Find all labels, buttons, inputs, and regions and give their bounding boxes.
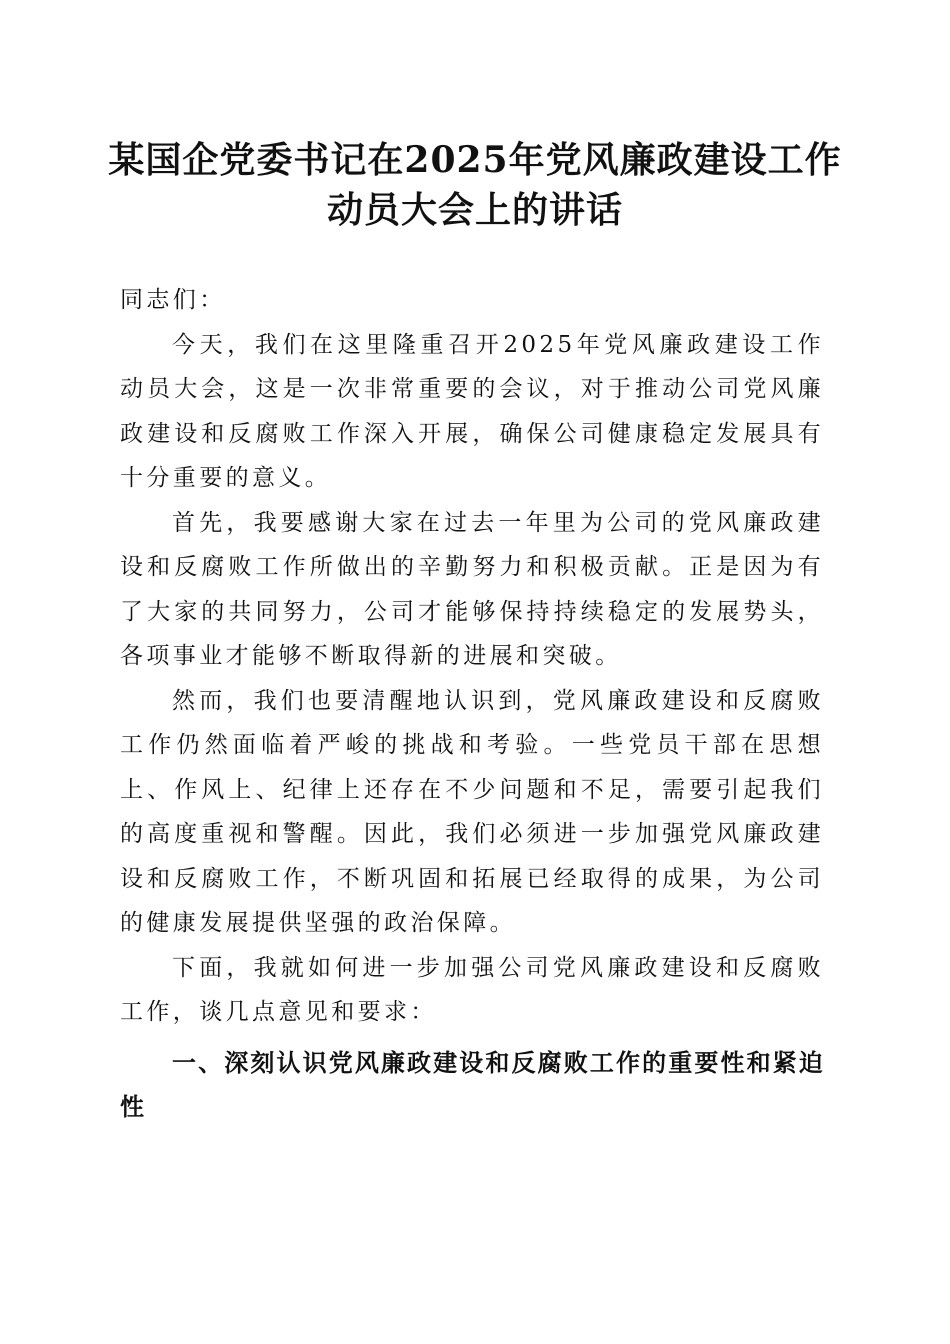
paragraph-opening: 今天，我们在这里隆重召开2025年党风廉政建设工作动员大会，这是一次非常重要的会议，对于推动公司党风廉政建设和反腐败工作深入开展，确保公司健康稳定发展具有十分重要的意义。 xyxy=(120,331,824,491)
document-title-line-2: 动员大会上的讲话 xyxy=(326,189,623,231)
paragraph-challenges: 然而，我们也要清醒地认识到，党风廉政建设和反腐败工作仍然面临着严峻的挑战和考验。一些党员干部在思想上、作风上、纪律上还存在不少问题和不足，需要引起我们的高度重视和警醒。因此，我们必须进一步加强党风廉政建设和反腐败工作，不断巩固和拓展已经取得的成果，为公司的健康发展提供坚强的政治保障。 xyxy=(120,687,824,936)
salutation: 同志们： xyxy=(120,287,226,313)
document-body xyxy=(120,278,824,1129)
paragraph-transition: 下面，我就如何进一步加强公司党风廉政建设和反腐败工作，谈几点意见和要求： xyxy=(120,954,824,1025)
document-title-line-1: 某国企党委书记在2025年党风廉政建设工作 xyxy=(108,139,842,181)
section-heading-1: 一、深刻认识党风廉政建设和反腐败工作的重要性和紧迫性 xyxy=(120,1048,824,1121)
paragraph-thanks: 首先，我要感谢大家在过去一年里为公司的党风廉政建设和反腐败工作所做出的辛勤努力和积极贡献。正是因为有了大家的共同努力，公司才能够保持持续稳定的发展势头，各项事业才能够不断取得新的进展和突破。 xyxy=(120,509,824,669)
